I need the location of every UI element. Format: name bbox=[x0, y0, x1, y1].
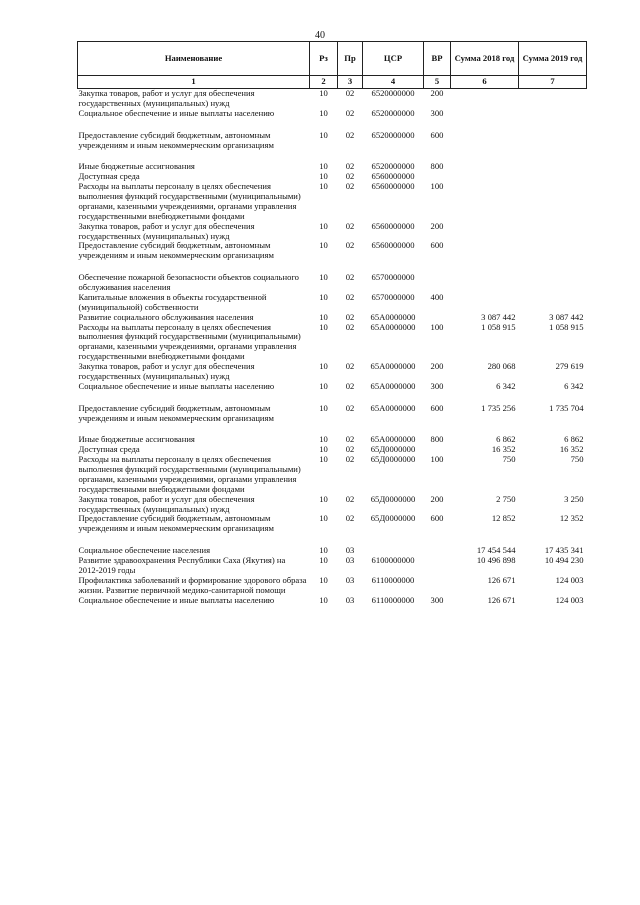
row-vr: 200 bbox=[430, 361, 444, 371]
table-row bbox=[78, 109, 587, 119]
header-rz: Рз bbox=[310, 42, 338, 76]
table-row bbox=[78, 455, 587, 495]
row-csr: 6560000000 bbox=[371, 220, 415, 231]
row-sum-2018: 750 bbox=[502, 454, 516, 465]
table-row bbox=[78, 162, 587, 172]
row-name: Предоставление субсидий бюджетным, автономным учреждениям и иным некоммерческим организациям bbox=[78, 129, 274, 150]
row-rz: 10 bbox=[319, 291, 328, 302]
table-row bbox=[78, 273, 587, 293]
table-row bbox=[78, 404, 587, 424]
row-sum-2019: 6 342 bbox=[564, 380, 584, 391]
row-sum-2019: 17 435 341 bbox=[544, 545, 584, 556]
row-sum-2018 bbox=[451, 89, 519, 109]
table-row bbox=[78, 241, 587, 261]
row-csr: 65А0000000 bbox=[370, 321, 416, 332]
row-sum-2019 bbox=[519, 273, 587, 293]
row-sum-2019 bbox=[519, 89, 587, 109]
row-rz: 10 bbox=[319, 171, 328, 182]
row-name: Доступная среда bbox=[78, 171, 140, 182]
row-name: Социальное обеспечение населения bbox=[78, 545, 211, 556]
header-col-number-2: 2 bbox=[310, 76, 338, 89]
table-row bbox=[78, 222, 587, 242]
header-col-number-3: 3 bbox=[338, 76, 363, 89]
table-row bbox=[78, 382, 587, 392]
table-row bbox=[78, 182, 587, 222]
row-pr: 02 bbox=[345, 88, 355, 98]
row-vr: 200 bbox=[430, 493, 444, 504]
row-rz: 10 bbox=[319, 129, 328, 140]
table-row bbox=[78, 514, 587, 534]
row-rz: 10 bbox=[319, 88, 328, 98]
row-sum-2019 bbox=[519, 162, 587, 172]
row-sum-2018 bbox=[451, 293, 519, 313]
row-sum-2019: 279 619 bbox=[555, 361, 584, 371]
row-name: Обеспечение пожарной безопасности объектов социального обслуживания населения bbox=[78, 272, 299, 292]
row-vr: 600 bbox=[430, 240, 444, 251]
row-rz: 10 bbox=[319, 444, 328, 455]
budget-table bbox=[77, 41, 587, 605]
row-pr: 02 bbox=[345, 380, 355, 391]
row-csr: 6520000000 bbox=[371, 88, 415, 98]
row-name: Иные бюджетные ассигнования bbox=[78, 161, 195, 172]
row-sum-2018 bbox=[451, 273, 519, 293]
row-vr: 100 bbox=[430, 454, 444, 465]
row-name: Предоставление субсидий бюджетным, автономным учреждениям и иным некоммерческим организациям bbox=[78, 240, 274, 261]
row-rz: 10 bbox=[319, 181, 328, 192]
row-pr: 02 bbox=[345, 161, 355, 172]
row-csr: 6100000000 bbox=[371, 555, 415, 565]
row-csr: 6520000000 bbox=[371, 129, 415, 140]
row-sum-2018 bbox=[451, 241, 519, 261]
row-sum-2019 bbox=[519, 182, 587, 222]
row-csr: 6520000000 bbox=[371, 161, 415, 172]
row-pr: 02 bbox=[345, 361, 355, 371]
row-csr: 65А0000000 bbox=[370, 361, 416, 371]
row-name: Развитие здравоохранения Республики Саха (Якутия) на 2012-2019 годы bbox=[78, 555, 286, 575]
row-sum-2018 bbox=[451, 131, 519, 151]
row-vr bbox=[424, 556, 451, 576]
header-pr: Пр bbox=[338, 42, 363, 76]
row-csr: 6560000000 bbox=[371, 171, 415, 182]
row-name: Закупка товаров, работ и услуг для обеспечения государственных (муниципальных) нужд bbox=[78, 361, 255, 381]
row-name: Развитие социального обслуживания населения bbox=[78, 311, 254, 322]
row-sum-2018 bbox=[451, 172, 519, 182]
row-rz: 10 bbox=[319, 311, 328, 322]
header-name: Наименование bbox=[78, 42, 310, 76]
row-csr: 6560000000 bbox=[371, 181, 415, 192]
header-sum-2018: Сумма 2018 год bbox=[451, 42, 519, 76]
row-csr: 65Д0000000 bbox=[370, 513, 416, 524]
row-pr: 02 bbox=[345, 434, 355, 445]
row-rz: 10 bbox=[319, 321, 328, 332]
row-rz: 10 bbox=[319, 454, 328, 465]
row-sum-2019: 1 058 915 bbox=[549, 321, 584, 332]
row-spacer bbox=[78, 119, 587, 131]
row-rz: 10 bbox=[319, 574, 328, 585]
row-sum-2019: 1 735 704 bbox=[549, 402, 584, 413]
header-col-number-5: 5 bbox=[424, 76, 451, 89]
row-vr bbox=[424, 576, 451, 596]
row-csr: 65А0000000 bbox=[370, 311, 416, 322]
row-rz: 10 bbox=[319, 555, 328, 565]
table-row bbox=[78, 495, 587, 515]
row-sum-2019: 10 494 230 bbox=[544, 555, 584, 565]
header-csr: ЦСР bbox=[363, 42, 424, 76]
row-name: Социальное обеспечение и иные выплаты населению bbox=[78, 380, 275, 391]
header-vr: ВР bbox=[424, 42, 451, 76]
row-rz: 10 bbox=[319, 594, 328, 605]
table-row bbox=[78, 323, 587, 363]
row-pr: 03 bbox=[345, 594, 355, 605]
row-pr: 02 bbox=[345, 444, 355, 455]
row-sum-2019 bbox=[519, 241, 587, 261]
row-rz: 10 bbox=[319, 240, 328, 251]
row-vr: 600 bbox=[430, 402, 444, 413]
row-csr: 65Д0000000 bbox=[370, 493, 416, 504]
header-col-number-4: 4 bbox=[363, 76, 424, 89]
row-pr: 02 bbox=[345, 311, 355, 322]
row-name: Закупка товаров, работ и услуг для обеспечения государственных (муниципальных) нужд bbox=[78, 220, 255, 241]
row-sum-2018: 126 671 bbox=[487, 594, 516, 605]
row-rz: 10 bbox=[319, 380, 328, 391]
row-sum-2018: 280 068 bbox=[487, 361, 516, 371]
header-col-number-1: 1 bbox=[78, 76, 310, 89]
row-sum-2019: 12 352 bbox=[559, 513, 584, 524]
row-sum-2018 bbox=[451, 162, 519, 172]
row-sum-2019: 124 003 bbox=[555, 574, 584, 585]
table-row bbox=[78, 293, 587, 313]
row-vr: 800 bbox=[430, 161, 444, 172]
table-row bbox=[78, 556, 587, 576]
row-sum-2018: 126 671 bbox=[487, 574, 516, 585]
row-sum-2018: 16 352 bbox=[491, 444, 516, 455]
row-name: Иные бюджетные ассигнования bbox=[78, 434, 195, 445]
row-sum-2019 bbox=[519, 293, 587, 313]
row-vr: 100 bbox=[430, 181, 444, 192]
table-row bbox=[78, 576, 587, 596]
row-csr: 6570000000 bbox=[371, 272, 415, 283]
row-sum-2019: 750 bbox=[570, 454, 584, 465]
row-name: Расходы на выплаты персоналу в целях обеспечения выполнения функций государственными (муниципальными) органами, казенными учреждениями, органами управления государственными внебюджетными фондами bbox=[78, 454, 301, 494]
spacer-cell bbox=[78, 392, 587, 404]
row-pr: 02 bbox=[345, 272, 355, 283]
row-sum-2018: 17 454 544 bbox=[476, 545, 516, 556]
row-name: Предоставление субсидий бюджетным, автономным учреждениям и иным некоммерческим организациям bbox=[78, 402, 274, 423]
table-row bbox=[78, 131, 587, 151]
row-name: Расходы на выплаты персоналу в целях обеспечения выполнения функций государственными (муниципальными) органами, казенными учреждениями, органами управления государственными внебюджетными фондами bbox=[78, 181, 301, 221]
row-rz: 10 bbox=[319, 493, 328, 504]
row-sum-2018: 12 852 bbox=[491, 513, 516, 524]
row-sum-2019 bbox=[519, 172, 587, 182]
row-rz: 10 bbox=[319, 161, 328, 172]
row-rz: 10 bbox=[319, 545, 328, 556]
spacer-cell bbox=[78, 119, 587, 131]
row-pr: 02 bbox=[345, 107, 355, 118]
row-pr: 02 bbox=[345, 240, 355, 251]
row-rz: 10 bbox=[319, 107, 328, 118]
row-sum-2019: 3 087 442 bbox=[549, 311, 584, 322]
row-rz: 10 bbox=[319, 272, 328, 283]
row-pr: 03 bbox=[345, 555, 355, 565]
row-csr: 65А0000000 bbox=[370, 402, 416, 413]
row-rz: 10 bbox=[319, 434, 328, 445]
row-rz: 10 bbox=[319, 513, 328, 524]
row-pr: 02 bbox=[345, 454, 355, 465]
row-vr: 600 bbox=[430, 129, 444, 140]
row-name: Капитальные вложения в объекты государственной (муниципальной) собственности bbox=[78, 291, 267, 312]
row-csr: 65А0000000 bbox=[370, 380, 416, 391]
row-csr: 65А0000000 bbox=[370, 434, 416, 445]
row-pr: 02 bbox=[345, 402, 355, 413]
row-sum-2018: 1 058 915 bbox=[481, 321, 516, 332]
row-csr: 6110000000 bbox=[371, 594, 415, 605]
row-sum-2018: 6 342 bbox=[496, 380, 516, 391]
row-sum-2019 bbox=[519, 131, 587, 151]
row-vr: 400 bbox=[430, 291, 444, 302]
row-name: Профилактика заболеваний и формирование здорового образа жизни. Развитие первичной медико-санитарной помощи bbox=[78, 574, 307, 595]
row-csr: 6520000000 bbox=[371, 107, 415, 118]
row-sum-2018 bbox=[451, 222, 519, 242]
row-vr: 100 bbox=[430, 321, 444, 332]
row-pr: 02 bbox=[345, 220, 355, 231]
row-vr: 200 bbox=[430, 220, 444, 231]
header-col-number-7: 7 bbox=[519, 76, 587, 89]
row-name: Социальное обеспечение и иные выплаты населению bbox=[78, 594, 275, 605]
row-csr: 6110000000 bbox=[371, 574, 415, 585]
row-pr: 03 bbox=[345, 545, 355, 556]
row-name: Доступная среда bbox=[78, 444, 140, 455]
header-sum-2019: Сумма 2019 год bbox=[519, 42, 587, 76]
budget-table-container bbox=[77, 41, 586, 605]
table-row bbox=[78, 596, 587, 606]
table-row bbox=[78, 89, 587, 109]
row-pr: 02 bbox=[345, 291, 355, 302]
row-name: Расходы на выплаты персоналу в целях обеспечения выполнения функций государственными (муниципальными) органами, казенными учреждениями, органами управления государственными внебюджетными фондами bbox=[78, 321, 301, 362]
row-sum-2019 bbox=[519, 222, 587, 242]
row-sum-2019: 124 003 bbox=[555, 594, 584, 605]
row-rz: 10 bbox=[319, 220, 328, 231]
row-pr: 03 bbox=[345, 574, 355, 585]
row-pr: 02 bbox=[345, 513, 355, 524]
row-rz: 10 bbox=[319, 402, 328, 413]
row-csr: 6570000000 bbox=[371, 291, 415, 302]
row-vr bbox=[424, 546, 451, 556]
row-pr: 02 bbox=[345, 181, 355, 192]
row-pr: 02 bbox=[345, 493, 355, 504]
row-sum-2018: 1 735 256 bbox=[481, 402, 516, 413]
row-vr: 300 bbox=[430, 107, 444, 118]
table-body bbox=[78, 89, 587, 606]
row-sum-2018: 2 750 bbox=[496, 493, 516, 504]
row-rz: 10 bbox=[319, 361, 328, 371]
row-sum-2018 bbox=[451, 182, 519, 222]
row-pr: 02 bbox=[345, 129, 355, 140]
row-pr: 02 bbox=[345, 321, 355, 332]
row-sum-2019: 16 352 bbox=[559, 444, 584, 455]
row-name: Закупка товаров, работ и услуг для обеспечения государственных (муниципальных) нужд bbox=[78, 493, 255, 514]
row-vr: 800 bbox=[430, 434, 444, 445]
row-sum-2018 bbox=[451, 109, 519, 119]
row-vr: 300 bbox=[430, 380, 444, 391]
row-csr: 65Д0000000 bbox=[370, 444, 416, 455]
row-sum-2018: 3 087 442 bbox=[481, 311, 516, 322]
row-sum-2019: 6 862 bbox=[564, 434, 584, 445]
row-vr: 300 bbox=[430, 594, 444, 605]
row-csr: 6560000000 bbox=[371, 240, 415, 251]
page-number: 40 bbox=[315, 30, 325, 41]
row-sum-2019: 3 250 bbox=[564, 493, 584, 504]
table-row bbox=[78, 362, 587, 382]
row-name: Предоставление субсидий бюджетным, автономным учреждениям и иным некоммерческим организациям bbox=[78, 513, 274, 534]
header-col-number-6: 6 bbox=[451, 76, 519, 89]
table-header bbox=[78, 42, 587, 89]
row-name: Социальное обеспечение и иные выплаты населению bbox=[78, 107, 275, 118]
row-sum-2018: 10 496 898 bbox=[476, 555, 516, 565]
row-vr bbox=[424, 273, 451, 293]
row-sum-2019 bbox=[519, 109, 587, 119]
row-sum-2018: 6 862 bbox=[496, 434, 516, 445]
row-csr: 65Д0000000 bbox=[370, 454, 416, 465]
row-vr: 200 bbox=[430, 88, 444, 98]
row-pr: 02 bbox=[345, 171, 355, 182]
row-name: Закупка товаров, работ и услуг для обеспечения государственных (муниципальных) нужд bbox=[78, 88, 255, 108]
row-vr: 600 bbox=[430, 513, 444, 524]
row-spacer bbox=[78, 392, 587, 404]
